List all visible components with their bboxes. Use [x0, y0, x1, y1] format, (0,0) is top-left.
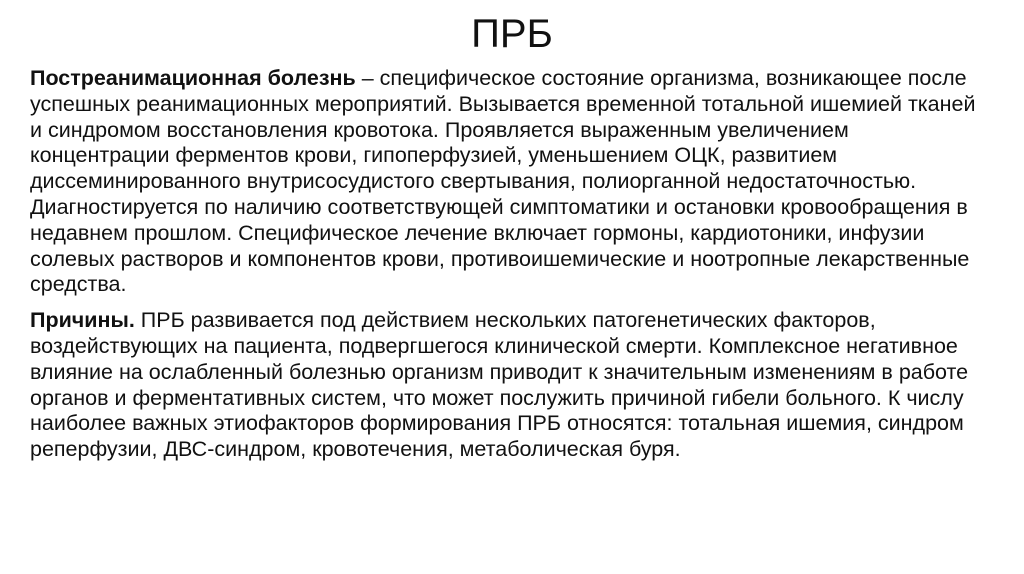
term-causes: Причины. — [30, 308, 135, 333]
paragraph-definition — [30, 66, 990, 298]
paragraph-causes — [30, 308, 990, 463]
slide-title: ПРБ — [471, 12, 553, 56]
text-definition: – специфическое состояние организма, возникающее после успешных реанимационных мероприятий. Вызывается временной тотальной ишемией тканей и синдромом восстановления кровотока. Проявляется выраженным увеличением концентрации ферментов крови, гипоперфузией, уменьшением ОЦК, развитием диссеминированного внутрисосудистого свертывания, полиорганной недостаточностью. Диагностируется по наличию соответствующей симптоматики и остановки кровообращения в недавнем прошлом. Специфическое лечение включает гормоны, кардиотоники, инфузии солевых растворов и компонентов крови, противоишемические и ноотропные лекарственные средства. — [30, 66, 976, 297]
slide-body — [30, 66, 990, 463]
term-definition: Постреанимационная болезнь — [30, 66, 356, 90]
text-causes: ПРБ развивается под действием нескольких патогенетических факторов, воздействующих на пациента, подвергшегося клинической смерти. Комплексное негативное влияние на ослабленный болезнью организм приводит к значительным изменениям в работе органов и ферментативных систем, что может послужить причиной гибели больного. К числу наиболее важных этиофакторов формирования ПРБ относятся: тотальная ишемия, синдром реперфузии, ДВС-синдром, кровотечения, метаболическая буря. — [30, 308, 969, 462]
